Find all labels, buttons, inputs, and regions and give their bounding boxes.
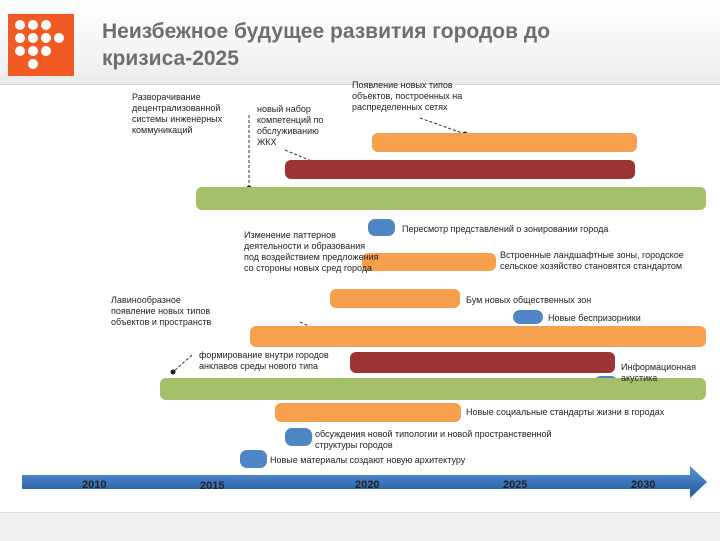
year-2010: 2010 — [82, 479, 107, 491]
year-2015: 2015 — [200, 480, 225, 492]
label-acoustics: Информационная акустика — [621, 362, 697, 383]
label-public-zones: Бум новых общественных зон — [466, 295, 592, 305]
label-typology: обсуждения новой типологии и новой пространственной структуры городов — [315, 429, 552, 450]
label-patterns: Изменение паттернов деятельности и образования под воздействием предложения со стороны новых сред города — [244, 230, 379, 273]
year-2020: 2020 — [355, 479, 380, 491]
year-2030: 2030 — [631, 479, 656, 491]
year-2025: 2025 — [503, 479, 528, 491]
label-competencies: новый набор компетенций по обслуживанию ЖКХ — [257, 104, 324, 147]
footer-band — [0, 512, 720, 541]
label-zoning: Пересмотр представлений о зонировании города — [402, 224, 609, 234]
label-social: Новые социальные стандарты жизни в городах — [466, 407, 665, 417]
label-materials: Новые материалы создают новую архитектуру — [270, 455, 466, 465]
label-homeless: Новые беспризорники — [548, 313, 641, 323]
page-title: Неизбежное будущее развития городов до кризиса-2025 — [102, 20, 551, 70]
label-distributed: Появление новых типов объектов, построенных на распределенных сетях — [352, 80, 463, 112]
label-enclaves: формирование внутри городов анклавов среды нового типа — [199, 350, 329, 371]
label-landscape: Встроенные ландшафтные зоны, городское сельское хозяйство становятся стандартом — [500, 250, 684, 271]
label-decentralized: Разворачивание децентрализованной системы инженерных коммуникаций — [132, 92, 223, 135]
label-avalanche: Лавинообразное появление новых типов объектов и пространств — [111, 295, 212, 327]
